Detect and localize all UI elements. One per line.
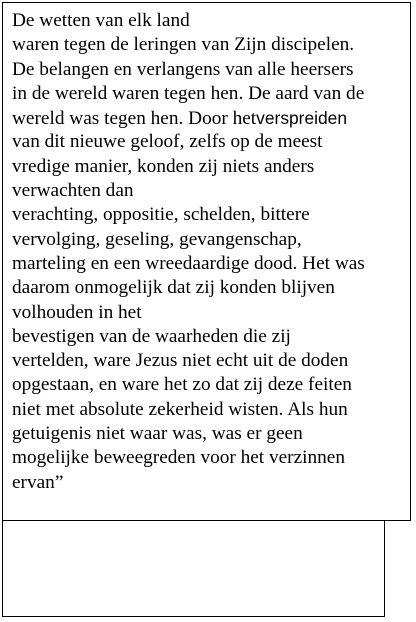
text-line: volhouden in het (12, 301, 142, 323)
text-line (12, 106, 403, 130)
text-line: vertelden, ware Jezus niet echt uit de doden (12, 350, 349, 372)
text-line: De wetten van elk land (12, 10, 190, 31)
text-line: ervan” (12, 471, 64, 493)
text-line: in de wereld waren tegen hen. De aard van de (12, 82, 365, 104)
quote-text-box (2, 2, 411, 521)
text-run: wereld was tegen hen. Door het (12, 108, 257, 130)
text-line: getuigenis niet waar was, was er geen (12, 423, 303, 445)
text-line: verwachten dan (12, 180, 134, 202)
quote-text (3, 3, 410, 495)
text-line: vredige manier, konden zij niets anders (12, 155, 315, 177)
empty-frame (2, 521, 385, 617)
text-line: waren tegen de leringen van Zijn discipelen. (12, 34, 355, 56)
text-line: verachting, oppositie, schelden, bittere (12, 204, 310, 226)
text-run-sans: verspreiden (256, 108, 348, 129)
text-line: niet met absolute zekerheid wisten. Als hun (12, 398, 348, 420)
text-line: bevestigen van de waarheden die zij (12, 325, 291, 347)
text-line: mogelijke beweegreden voor het verzinnen (12, 447, 345, 469)
text-line: De belangen en verlangens van alle heersers (12, 58, 354, 80)
text-line: vervolging, geseling, gevangenschap, (12, 228, 302, 250)
text-line: daarom onmogelijk dat zij konden blijven (12, 277, 335, 299)
text-line: marteling en een wreedaardige dood. Het was (12, 252, 365, 274)
text-line: van dit nieuwe geloof, zelfs op de meest (12, 131, 323, 153)
text-line: opgestaan, en ware het zo dat zij deze feiten (12, 374, 352, 396)
